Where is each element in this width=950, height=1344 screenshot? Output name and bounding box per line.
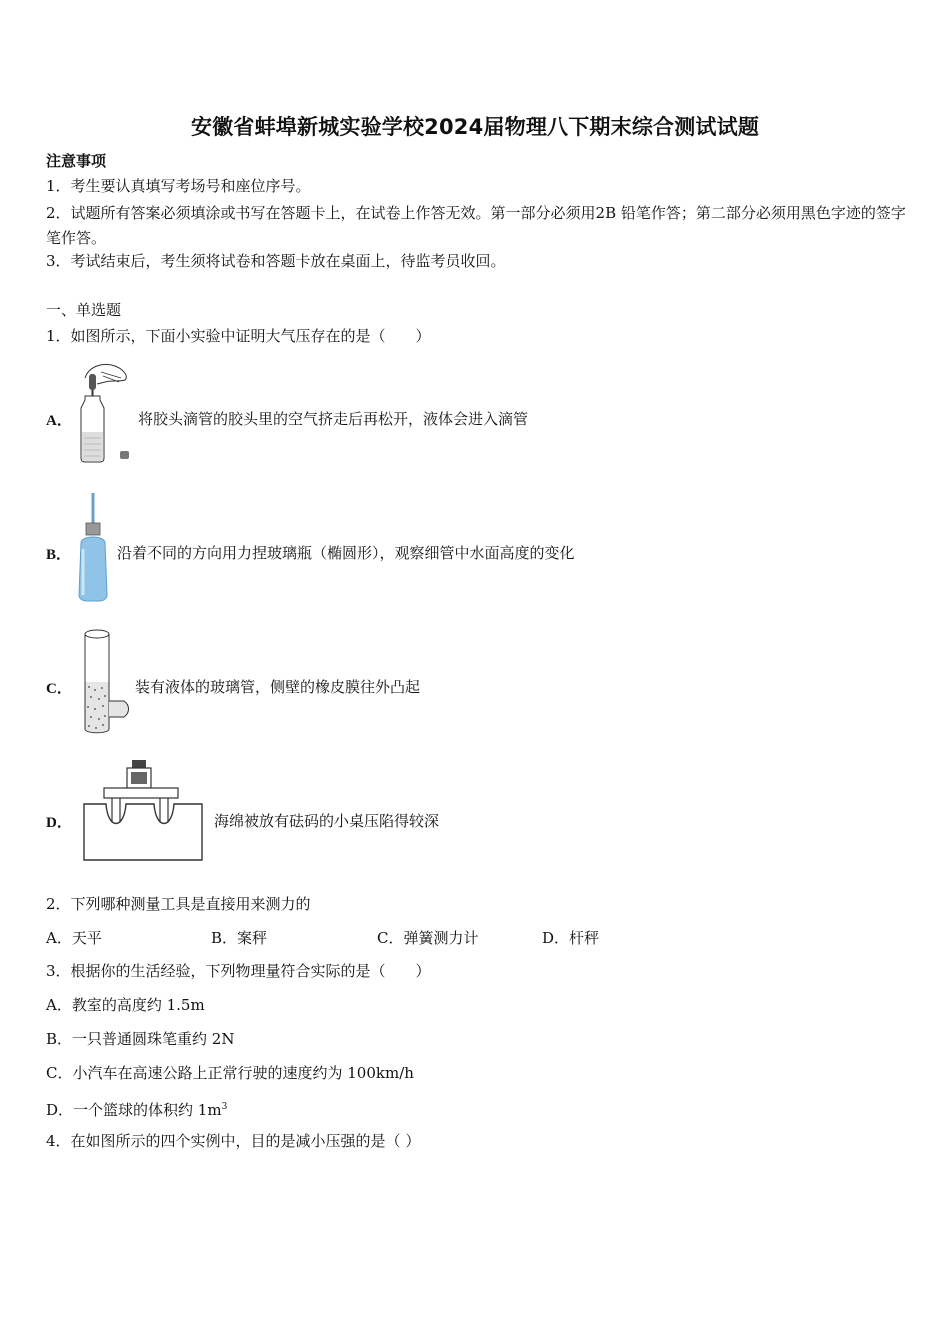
q2-option-d: D．杆秤 bbox=[542, 929, 600, 947]
section-heading: 一、单选题 bbox=[46, 301, 122, 319]
glass-tube-figure bbox=[80, 627, 140, 737]
q1-option-d-text: 海绵被放有砝码的小桌压陷得较深 bbox=[214, 812, 440, 830]
notice-item-1: 1．考生要认真填写考场号和座位序号。 bbox=[46, 177, 311, 195]
question-3-stem: 3．根据你的生活经验，下列物理量符合实际的是（ ） bbox=[46, 962, 431, 980]
question-4-stem: 4．在如图所示的四个实例中，目的是减小压强的是（ ） bbox=[46, 1132, 421, 1150]
q1-option-b-text: 沿着不同的方向用力捏玻璃瓶（椭圆形），观察细管中水面高度的变化 bbox=[117, 544, 575, 562]
q1-option-c-letter: C． bbox=[46, 681, 72, 697]
q3-option-c: C．小汽车在高速公路上正常行驶的速度约为 100km/h bbox=[46, 1064, 414, 1082]
q3-option-d-text: D．一个篮球的体积约 1m bbox=[46, 1101, 222, 1119]
table-sponge-figure bbox=[82, 756, 212, 866]
q2-option-b: B．案秤 bbox=[211, 929, 268, 947]
q2-option-c: C．弹簧测力计 bbox=[377, 929, 479, 947]
notice-item-3: 3．考试结束后，考生须将试卷和答题卡放在桌面上，待监考员收回。 bbox=[46, 252, 506, 270]
q3-option-d bbox=[46, 1097, 227, 1120]
q1-option-a-letter: A． bbox=[46, 413, 72, 429]
question-2-stem: 2．下列哪种测量工具是直接用来测力的 bbox=[46, 895, 311, 913]
q1-option-c-text: 装有液体的玻璃管，侧壁的橡皮膜往外凸起 bbox=[135, 678, 421, 696]
q1-option-d-letter: D． bbox=[46, 815, 72, 831]
q3-option-a: A．教室的高度约 1.5m bbox=[46, 996, 205, 1014]
q1-option-b-letter: B． bbox=[46, 547, 72, 563]
q3-option-d-superscript: 3 bbox=[221, 1102, 228, 1112]
q1-option-a-text: 将胶头滴管的胶头里的空气挤走后再松开，液体会进入滴管 bbox=[138, 410, 529, 428]
q3-option-b: B．一只普通圆珠笔重约 2N bbox=[46, 1030, 235, 1048]
question-1-stem: 1．如图所示，下面小实验中证明大气压存在的是（ ） bbox=[46, 327, 431, 345]
notice-heading: 注意事项 bbox=[46, 152, 107, 170]
glass-bottle-figure bbox=[73, 491, 113, 603]
dropper-bottle-figure bbox=[75, 360, 135, 465]
page-title: 安徽省蚌埠新城实验学校2024届物理八下期末综合测试试题 bbox=[190, 115, 760, 139]
notice-item-2: 2．试题所有答案必须填涂或书写在答题卡上，在试卷上作答无效。第一部分必须用2B 铅笔作答；第二部分必须用黑色字迹的签字笔作答。 bbox=[46, 204, 906, 247]
q2-option-a: A．天平 bbox=[46, 929, 102, 947]
